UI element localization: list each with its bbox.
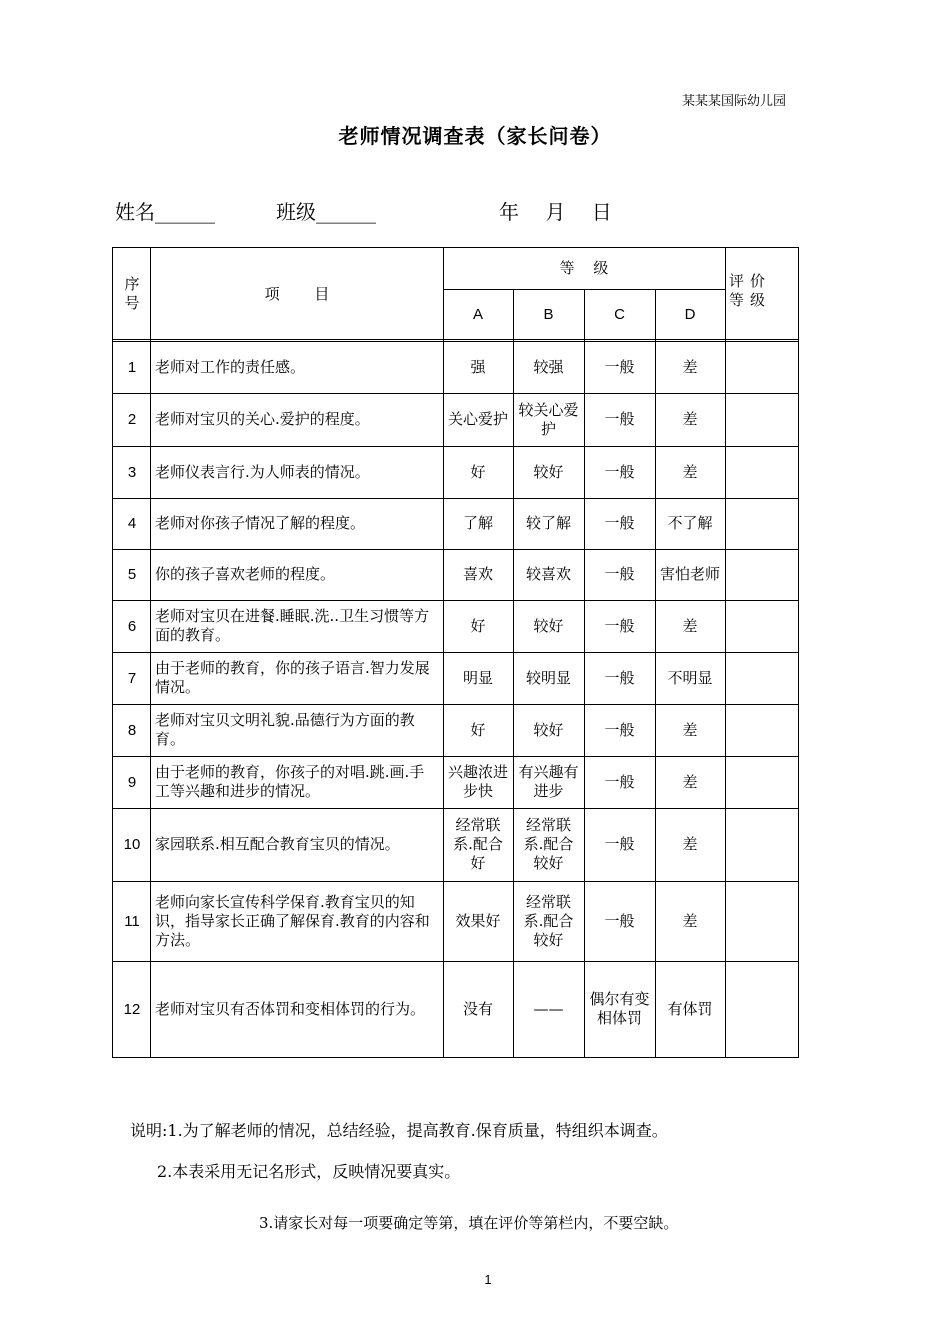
eval-cell[interactable] [725,881,798,961]
row-number [113,881,151,961]
row-item [151,498,443,549]
row-item-text: 老师仪表言行.为人师表的情况。 [155,462,370,481]
grid-line [443,247,444,1058]
grade-a-text: 好 [470,720,486,739]
eval-cell[interactable] [725,808,798,881]
grid-line [112,341,799,342]
column-header-seq: 序号 [124,275,140,312]
grid-line [655,289,656,1058]
row-number [113,704,151,756]
grade-b [513,446,584,498]
grade-a-text: 好 [470,616,486,635]
grid-line [150,247,151,1058]
grade-c [584,549,655,600]
grade-c [584,704,655,756]
row-number [113,549,151,600]
grade-c-text: 一般 [604,565,635,583]
grade-d-text: 差 [682,911,698,930]
row-number [113,342,151,393]
grade-a-text: 没有 [462,999,493,1018]
grade-c [584,342,655,393]
row-item-text: 老师对宝贝的关心.爱护的程度。 [155,410,370,428]
row-number-text: 1 [127,359,137,376]
grade-a [443,961,513,1057]
grade-d-text: 有体罚 [667,999,713,1018]
grid-line [798,247,799,1058]
row-item [151,342,443,393]
grade-d [655,600,725,652]
grade-b [513,549,584,600]
grade-d [655,549,725,600]
eval-cell[interactable] [725,756,798,808]
grade-a [443,756,513,808]
grade-c [584,600,655,652]
grade-c-text: 偶尔有变相体罚 [589,990,650,1027]
grade-b [513,961,584,1057]
row-item-text: 老师对工作的责任感。 [155,358,306,376]
row-item [151,549,443,600]
grade-d-text: 差 [682,720,698,739]
row-item [151,881,443,961]
row-number-text: 6 [127,617,137,635]
grade-b-text: 较强 [533,358,564,376]
row-number-text: 5 [127,566,137,583]
grade-d [655,704,725,756]
grade-d-text: 不明显 [667,668,713,687]
grade-b-text: 较喜欢 [525,565,571,583]
grade-d [655,881,725,961]
grade-a [443,549,513,600]
row-number [113,961,151,1057]
row-number [113,498,151,549]
grade-c [584,652,655,704]
column-header-eval: 评价等级 [729,272,772,309]
grade-b-text: 有兴趣有进步 [518,763,579,800]
grade-a-text: 好 [470,462,486,481]
grade-b [513,600,584,652]
grade-a-text: 喜欢 [462,565,493,583]
grade-c-text: 一般 [604,911,635,930]
grade-c-text: 一般 [604,462,635,481]
row-item-text: 家园联系.相互配合教育宝贝的情况。 [155,835,400,853]
grade-c [584,393,655,446]
row-item [151,756,443,808]
grade-b [513,881,584,961]
grade-c-text: 一般 [604,668,635,687]
row-number [113,600,151,652]
grade-d-text: 差 [682,616,698,635]
column-header-item: 项 目 [264,284,330,303]
row-item [151,600,443,652]
row-number [113,652,151,704]
eval-cell[interactable] [725,652,798,704]
grade-c-text: 一般 [604,358,635,376]
grade-b [513,393,584,446]
grade-a-text: 强 [470,358,486,376]
grade-c [584,498,655,549]
grade-c [584,756,655,808]
grade-b [513,342,584,393]
grade-b-text: 较好 [533,720,564,739]
eval-cell[interactable] [725,549,798,600]
grade-c [584,881,655,961]
row-number-text: 7 [127,669,137,687]
grade-d [655,961,725,1057]
grid-line [112,600,799,601]
page-number: 1 [484,1272,492,1287]
grade-d-text: 差 [682,462,698,481]
eval-cell[interactable] [725,393,798,446]
grade-c [584,446,655,498]
row-item-text: 由于老师的教育，你孩子的对唱.跳.画.手工等兴趣和进步的情况。 [155,763,425,800]
eval-cell[interactable] [725,704,798,756]
grid-line [112,704,799,705]
row-item [151,446,443,498]
row-number-text: 4 [127,515,137,532]
grade-header-c: C [614,306,625,323]
row-number-text: 10 [123,836,141,853]
grid-line [584,289,585,1058]
grade-header-d: D [684,306,696,323]
grade-header-a: A [472,306,483,323]
grid-line [112,1057,799,1058]
row-item [151,961,443,1057]
grade-a [443,393,513,446]
grade-a [443,342,513,393]
grid-line [112,961,799,962]
grid-line [112,881,799,882]
row-number [113,808,151,881]
eval-cell[interactable] [725,961,798,1057]
grade-b-text: 较好 [533,462,564,481]
note-1: 说明:1.为了解老师的情况，总结经验，提高教育.保育质量，特组织本调查。 [130,1121,668,1140]
grade-a [443,600,513,652]
grade-d [655,756,725,808]
row-number-text: 2 [127,411,137,428]
grade-a [443,881,513,961]
row-number-text: 11 [124,912,140,930]
row-item [151,704,443,756]
grid-line [112,549,799,550]
grade-a [443,704,513,756]
grade-a-text: 明显 [462,668,493,687]
grade-b-text: 较好 [533,616,564,635]
grade-a [443,808,513,881]
row-item [151,808,443,881]
grid-line [725,247,726,1058]
grid-line [112,247,799,248]
grid-line [112,247,113,1058]
eval-cell[interactable] [725,342,798,393]
row-number-text: 9 [127,773,137,791]
grade-b-text: 较关心爱护 [518,400,579,438]
class-field[interactable]: 班级______ [276,200,376,224]
grade-header-b: B [543,306,554,323]
grade-c-text: 一般 [604,720,635,739]
page-title: 老师情况调查表（家长问卷） [338,124,612,148]
column-header-grade: 等 级 [559,259,609,277]
organization-name: 某某某国际幼儿园 [682,94,787,109]
grade-b-text: 经常联系.配合较好 [523,892,574,949]
grid-line [112,339,799,340]
grade-a [443,446,513,498]
grade-a-text: 关心爱护 [447,410,508,428]
grade-b [513,498,584,549]
row-item-text: 老师对宝贝文明礼貌.品德行为方面的教育。 [155,711,415,748]
grid-line [112,446,799,447]
grade-a-text: 兴趣浓进步快 [447,763,508,800]
note-3: 3.请家长对每一项要确定等第，填在评价等第栏内，不要空缺。 [259,1214,679,1232]
grade-d-text: 差 [682,835,698,853]
grade-d-text: 差 [682,772,698,791]
grade-b-text: 较了解 [525,514,571,532]
name-field[interactable]: 姓名______ [115,200,215,224]
grade-c-text: 一般 [604,835,635,853]
grade-a [443,498,513,549]
grade-a-text: 效果好 [455,911,501,930]
row-item-text: 老师对宝贝在进餐.睡眠.洗..卫生习惯等方面的教育。 [155,607,430,644]
grade-d-text: 害怕老师 [659,565,720,583]
grade-c-text: 一般 [604,514,635,532]
grid-line [112,393,799,394]
grade-c [584,961,655,1057]
row-item-text: 老师对你孩子情况了解的程度。 [155,514,366,532]
row-item-text: 老师向家长宣传科学保育.教育宝贝的知识，指导家长正确了解保育.教育的内容和方法。 [155,892,430,949]
grade-d-text: 不了解 [667,514,713,532]
grade-c-text: 一般 [604,410,635,428]
grade-d [655,808,725,881]
grade-c-text: 一般 [604,772,635,791]
grid-line [112,756,799,757]
grid-line [513,289,514,1058]
grade-b [513,652,584,704]
row-number-text: 3 [127,463,137,481]
grade-d [655,393,725,446]
grade-b [513,756,584,808]
row-item [151,652,443,704]
grade-b [513,808,584,881]
grade-b-text: 经常联系.配合较好 [523,816,574,872]
row-number [113,756,151,808]
grade-a [443,652,513,704]
row-item-text: 由于老师的教育，你的孩子语言.智力发展情况。 [155,659,430,696]
grade-b-text: 较明显 [525,668,571,687]
row-number-text: 8 [127,721,137,739]
grade-d-text: 差 [682,358,698,376]
grade-c-text: 一般 [604,616,635,635]
grade-d [655,446,725,498]
date-field[interactable]: 年 月 日 [499,200,612,224]
grid-line [112,808,799,809]
grade-d [655,498,725,549]
row-number [113,446,151,498]
row-item-text: 老师对宝贝有否体罚和变相体罚的行为。 [155,999,426,1018]
eval-cell[interactable] [725,600,798,652]
grade-d [655,652,725,704]
note-2: 2.本表采用无记名形式，反映情况要真实。 [157,1162,461,1181]
grade-b [513,704,584,756]
grade-d-text: 差 [682,410,698,428]
grade-a-text: 经常联系.配合好 [453,816,503,872]
grid-line [112,652,799,653]
row-item-text: 你的孩子喜欢老师的程度。 [155,565,336,583]
grade-a-text: 了解 [462,514,493,532]
grade-c [584,808,655,881]
eval-cell[interactable] [725,446,798,498]
grid-line [112,498,799,499]
row-number-text: 12 [123,1000,141,1018]
grade-b-text: —— [533,999,564,1018]
row-item [151,393,443,446]
grade-d [655,342,725,393]
row-number [113,393,151,446]
eval-cell[interactable] [725,498,798,549]
